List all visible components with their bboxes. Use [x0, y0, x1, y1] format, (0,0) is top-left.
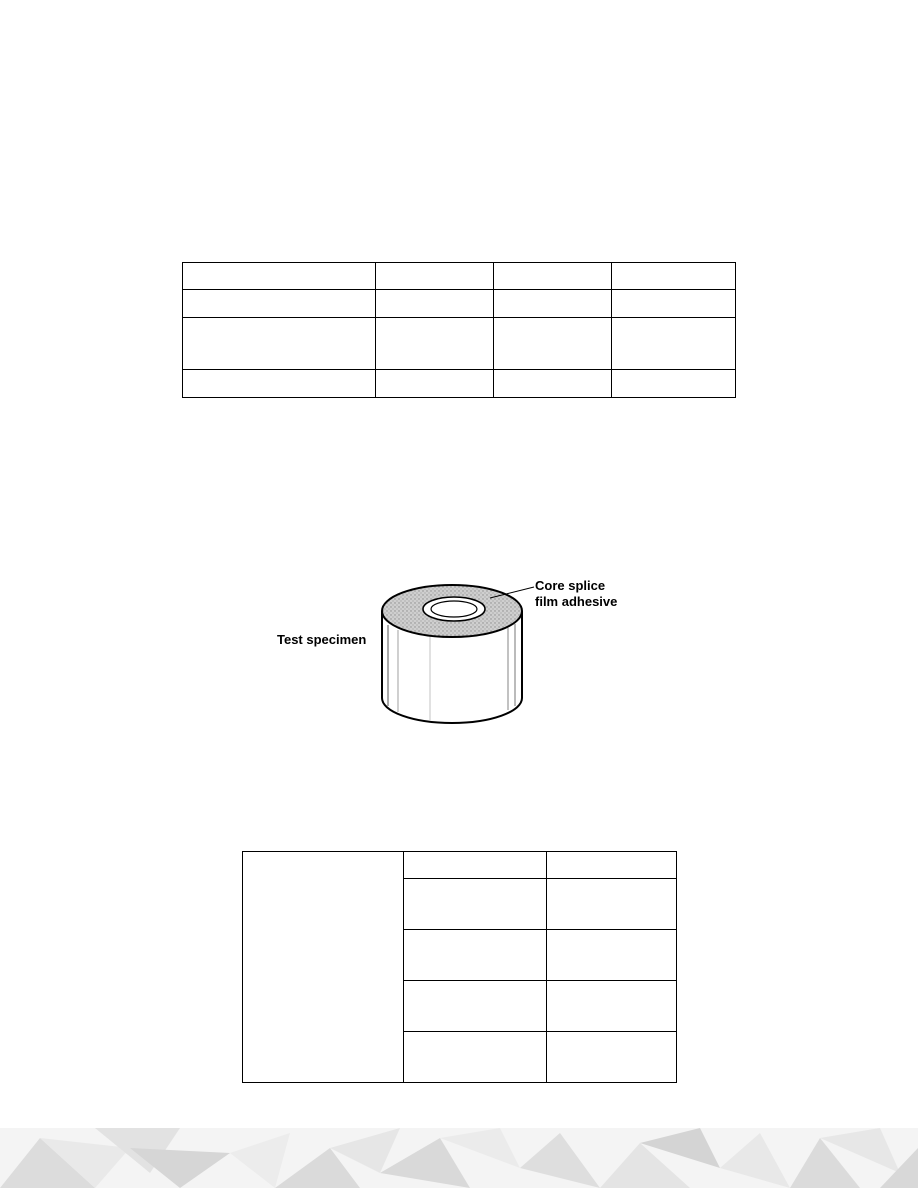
- table-cell: [612, 370, 736, 398]
- table-cell: [494, 290, 612, 318]
- test-specimen-label: Test specimen: [277, 632, 367, 647]
- table-cell: [404, 930, 547, 981]
- table-cell: [376, 318, 494, 370]
- table-row: [183, 318, 736, 370]
- table-cell-merged: [243, 852, 404, 1083]
- table-cell: [183, 318, 376, 370]
- table-cell: [376, 263, 494, 290]
- table-cell: [494, 318, 612, 370]
- table-cell: [376, 370, 494, 398]
- table-cell: [404, 1032, 547, 1083]
- table-1: [182, 262, 736, 398]
- table-row: [183, 370, 736, 398]
- table-cell: [547, 1032, 677, 1083]
- specimen-figure: [270, 570, 650, 730]
- table-cell: [612, 263, 736, 290]
- table-cell: [547, 930, 677, 981]
- table-cell: [404, 852, 547, 879]
- table-cell: [612, 290, 736, 318]
- table-cell: [404, 981, 547, 1032]
- table-cell: [547, 981, 677, 1032]
- table-cell: [547, 879, 677, 930]
- table-cell: [183, 290, 376, 318]
- table-cell: [612, 318, 736, 370]
- table-row: [183, 263, 736, 290]
- footer-decoration: [0, 1128, 918, 1188]
- table-cell: [494, 370, 612, 398]
- table-cell: [183, 370, 376, 398]
- film-adhesive-label: film adhesive: [535, 594, 618, 609]
- table-cell: [183, 263, 376, 290]
- table-cell: [404, 879, 547, 930]
- table-cell: [547, 852, 677, 879]
- table-row: [243, 852, 677, 879]
- table-2: [242, 851, 677, 1083]
- table-cell: [376, 290, 494, 318]
- core-splice-label: Core splice: [535, 578, 606, 593]
- table-row: [183, 290, 736, 318]
- table-cell: [494, 263, 612, 290]
